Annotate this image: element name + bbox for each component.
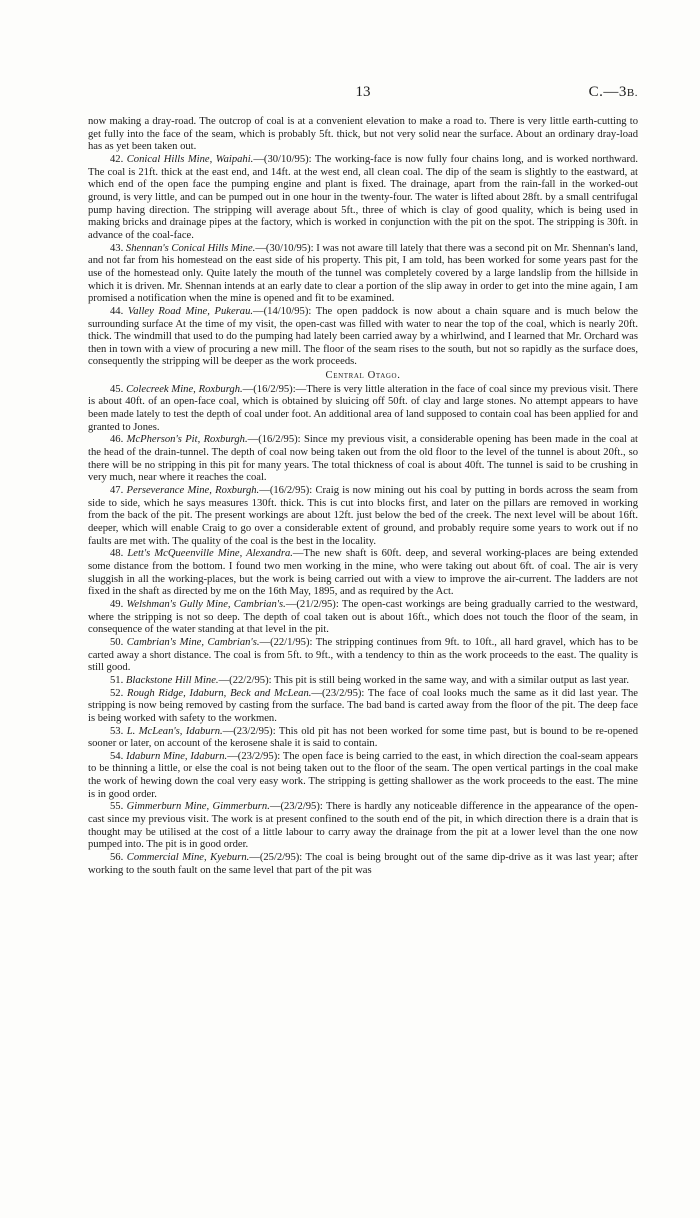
reference-sub: B.: [626, 87, 638, 99]
paragraph-text: —(16/2/95):—There is very little alteration in the face of coal since my previous visit. There is about 40ft. of an open-face coal, which is obtained by sluicing off 50ft. of clay and large stones. No attempt appears to have been made lately to test the depth of coal under foot. An additional area of land supposed to contain coal has been applied for and granted to Jones.: [88, 383, 638, 433]
mine-name: L. McLean's, Idaburn.: [126, 725, 223, 737]
paragraph-text: —(14/10/95): The open paddock is now about a chain square and is much below the surrounding surface At the time of my visit, the open-cast was filled with water to near the top of the coal, which is nearly 20ft. thick. The windmill that used to do the pumping had lately been carried away by a whirlwind, and I learned that Mr. Orchard was then in town with a view of procuring a new mill. The floor of the seam rises to the south, but not so rapidly as the surface does, consequently the stripping will be deeper as the work proceeds.: [88, 305, 638, 368]
report-paragraph: [88, 751, 638, 802]
paragraph-text: —(30/10/95): I was not aware till lately that there was a second pit on Mr. Shennan's land, and not far from his homestead on the east side of his property. This pit, I am told, has been worked for some years past for the use of the homestead only. Quite lately the mouth of the tunnel was completely covered by a large landslip from the hillside in which it is driven. Mr. Shennan intends at an early date to clear a portion of the slip away in order to get into the mine again, I am promised a notification when the mine is opened and fit to be examined.: [88, 242, 638, 305]
paragraph-number: 51.: [110, 674, 124, 686]
paragraph-number: 52.: [110, 687, 124, 699]
report-paragraph: [88, 548, 638, 599]
page-number: 13: [355, 84, 371, 100]
mine-name: Perseverance Mine, Roxburgh.: [126, 485, 260, 497]
paragraph-number: 45.: [110, 383, 124, 395]
mine-name: Rough Ridge, Idaburn, Beck and McLean.: [127, 687, 312, 699]
report-paragraph: [88, 485, 638, 548]
mine-name: Welshman's Gully Mine, Cambrian's.: [126, 598, 286, 610]
document-reference: [589, 84, 638, 101]
paragraph-number: 42.: [110, 153, 124, 165]
paragraph-number: 44.: [110, 305, 124, 317]
mine-name: Blackstone Hill Mine.: [125, 674, 219, 686]
report-paragraph: [88, 675, 638, 688]
report-paragraph: [88, 384, 638, 435]
paragraph-text: —(16/2/95): Craig is now mining out his coal by putting in bords across the seam from side to side, which he says measures 130ft. thick. This is cut into blocks first, and later on the pillars are removed in working from the back of the pit. The present workings are about 12ft. just below the bed of the creek. The next level will be about 16ft. deeper, which will enable Craig to go over a considerable extent of ground, and probably require some years to work out if no faults are met with. The quality of the coal is the best in the locality.: [88, 485, 639, 547]
report-paragraph: [88, 434, 638, 485]
mine-name: Colecreek Mine, Roxburgh.: [126, 383, 243, 395]
report-paragraph: [88, 852, 638, 877]
paragraph-text: —(22/1/95): The stripping continues from 9ft. to 10ft., all hard gravel, which has to be carted away a short distance. The coal is from 5ft. to 9ft., with a tendency to thin as the work proceeds to the east. The quality is still good.: [88, 636, 639, 674]
mine-name: Gimmerburn Mine, Gimmerburn.: [126, 801, 270, 813]
report-paragraph: [88, 637, 638, 675]
paragraph-text: —(23/2/95): There is hardly any noticeable difference in the appearance of the open-cast since my previous visit. The work is at present confined to the south end of the pit, in which direction there is a drain that is thought may be utilised at the cost of a little labour to carry away the drainage from the pit at a lower level than the one now pumped into. The pit is in good order.: [88, 801, 638, 851]
report-paragraph: [88, 599, 638, 637]
paragraph-number: 55.: [110, 801, 124, 813]
mine-name: Conical Hills Mine, Waipahi.: [126, 153, 254, 165]
mine-name: McPherson's Pit, Roxburgh.: [126, 434, 248, 446]
paragraph-text: —(23/2/95): This old pit has not been worked for some time past, but is bound to be re-opened sooner or later, on account of the kerosene shale it is said to contain.: [88, 725, 638, 750]
report-body: [88, 116, 638, 877]
paragraph-number: 47.: [110, 485, 124, 497]
paragraph-text: now making a dray-road. The outcrop of coal is at a convenient elevation to make a road to. There is very little earth-cutting to get fully into the face of the seam, which is probably 5ft. thick, but not very solid near the surface. About an ordinary dray-load has as yet been taken out.: [88, 116, 638, 153]
report-paragraph: [88, 306, 638, 369]
paragraph-text: —(23/2/95): The face of coal looks much the same as it did last year. The stripping is now being removed by casting from the surface. The bad band is carted away from the floor of the pit. The deep face is being worked with safety to the workmen.: [88, 687, 639, 724]
report-paragraph: [88, 243, 638, 306]
mine-name: Lett's McQueenville Mine, Alexandra.: [127, 548, 293, 560]
paragraph-number: 53.: [110, 725, 124, 737]
paragraph-text: —(25/2/95): The coal is being brought out of the same dip-drive as it was last year; after working to the south fault on the same level that part of the pit was: [88, 852, 638, 876]
paragraph-number: 49.: [110, 598, 124, 610]
section-heading-text: Central Otago.: [325, 370, 401, 382]
paragraph-text: —(21/2/95): The open-cast workings are being gradually carried to the westward, where the stripping is not so deep. The depth of coal taken out is about 16ft., which does not touch the floor of the seam, in consequence of the water standing at that level in the pit.: [88, 598, 638, 636]
mine-name: Valley Road Mine, Pukerau.: [127, 305, 254, 317]
paragraph-text: —(23/2/95): The open face is being carried to the east, in which direction the coal-seam appears to be thinning a little, or else the coal is not being taken out to the floor of the seam. The open vertical partings in the coal make the work of hewing down the coal very easy work. The stripping is getting shallower as the work proceeds to the east. The mine is in good order.: [88, 750, 638, 800]
section-heading: [88, 370, 638, 383]
paragraph-number: 54.: [110, 750, 124, 762]
mine-name: Idaburn Mine, Idaburn.: [126, 750, 228, 762]
paragraph-text: —(16/2/95): Since my previous visit, a considerable opening has been made in the coal at the head of the drain-tunnel. The depth of coal now being taken out from the old floor to the level of the tunnel is about 20ft., so there will be no stripping in this pit for many years. The total thickness of coal is about 40ft. The tunnel is said to be crushing in very much, near where it reaches the coal.: [88, 434, 639, 484]
paragraph-number: 48.: [110, 548, 124, 560]
paragraph-number: 43.: [110, 242, 124, 254]
continued-paragraph: [88, 116, 638, 154]
mine-name: Commercial Mine, Kyeburn.: [126, 852, 250, 864]
report-paragraph: [88, 688, 638, 726]
paragraph-text: —(22/2/95): This pit is still being worked in the same way, and with a similar output as last year.: [218, 674, 630, 686]
page-header: [88, 84, 638, 104]
mine-name: Cambrian's Mine, Cambrian's.: [126, 636, 260, 648]
paragraph-text: —(30/10/95): The working-face is now fully four chains long, and is worked northward. The coal is 21ft. thick at the east end, and 14ft. at the west end, all clean coal. The dip of the seam is slightly to the eastward, at which end of the open face the pumping engine and plant is fixed. The drainage, apart from the rain-fall in the worked-out ground, is very little, and can be pumped out in one hour in the twenty-four. The water is lifted about 28ft. by a small centrifugal pump having direction. The stripping will average about 5ft., three of which is clay of good quality, which is being used in making bricks and drainage pipes at the factory, which is worked in conjunction with the pit on the spot. The stripping is 30ft. in advance of the coal-face.: [88, 153, 638, 241]
paragraph-number: 46.: [110, 434, 124, 446]
paragraph-number: 50.: [110, 636, 124, 648]
mine-name: Shennan's Conical Hills Mine.: [125, 242, 256, 254]
report-paragraph: [88, 801, 638, 852]
report-paragraph: [88, 726, 638, 751]
paragraph-text: —The new shaft is 60ft. deep, and several working-places are being extended some distance from the bottom. I found two men working in the mine, who were taking out about 6ft. of coal. The air is very sluggish in all the working-places, but the work is being carried out with a view to improve the air-current. The ladders are not fixed in the shaft as directed by me on the 16th May, 1895, and as required by the Act.: [88, 548, 638, 598]
report-paragraph: [88, 154, 638, 243]
reference-main: C.—3: [588, 84, 627, 100]
paragraph-number: 56.: [110, 852, 124, 864]
